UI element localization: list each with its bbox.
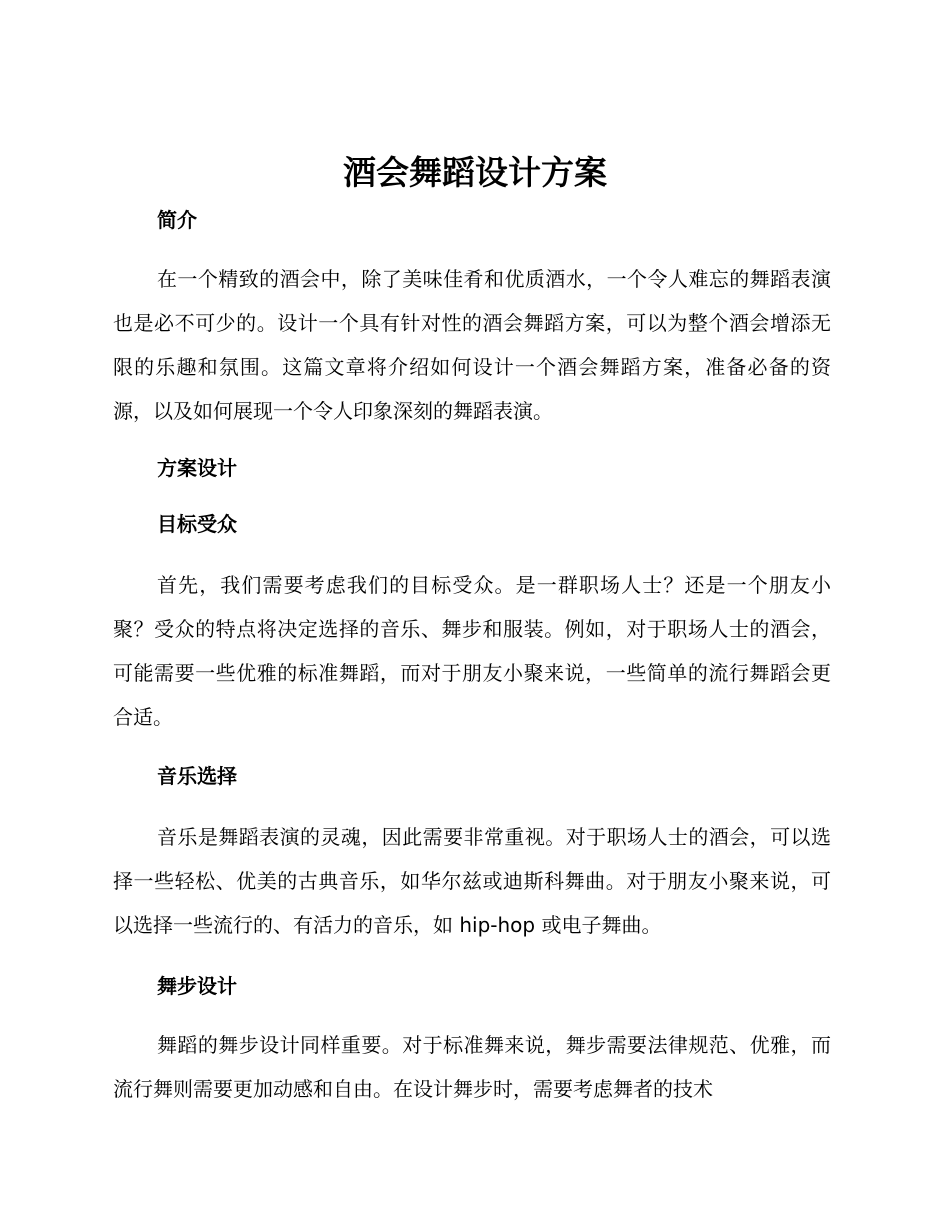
- paragraph-intro: 在一个精致的酒会中，除了美味佳肴和优质酒水，一个令人难忘的舞蹈表演也是必不可少的。设计一个具有针对性的酒会舞蹈方案，可以为整个酒会增添无限的乐趣和氛围。这篇文章将介绍如何设计一个酒会舞蹈方案，准备必备的资源，以及如何展现一个令人印象深刻的舞蹈表演。: [113, 267, 831, 423]
- document-body: [113, 203, 831, 1111]
- heading-target-audience: 目标受众: [157, 512, 237, 536]
- paragraph-target-audience: 首先，我们需要考虑我们的目标受众。是一群职场人士？还是一个朋友小聚？受众的特点将决定选择的音乐、舞步和服装。例如，对于职场人士的酒会，可能需要一些优雅的标准舞蹈，而对于朋友小聚来说，一些简单的流行舞蹈会更合适。: [113, 573, 831, 729]
- heading-plan-design: 方案设计: [157, 456, 237, 480]
- paragraph-music-selection: 音乐是舞蹈表演的灵魂，因此需要非常重视。对于职场人士的酒会，可以选择一些轻松、优美的古典音乐，如华尔兹或迪斯科舞曲。对于朋友小聚来说，可以选择一些流行的、有活力的音乐，如 hip-hop 或电子舞曲。: [113, 825, 831, 937]
- document-title: 酒会舞蹈设计方案: [343, 153, 607, 192]
- heading-intro: 简介: [157, 208, 197, 232]
- paragraph-dance-steps: 舞蹈的舞步设计同样重要。对于标准舞来说，舞步需要法律规范、优雅，而流行舞则需要更加动感和自由。在设计舞步时，需要考虑舞者的技术: [113, 1033, 831, 1101]
- heading-dance-steps: 舞步设计: [157, 974, 237, 998]
- heading-music-selection: 音乐选择: [157, 764, 237, 788]
